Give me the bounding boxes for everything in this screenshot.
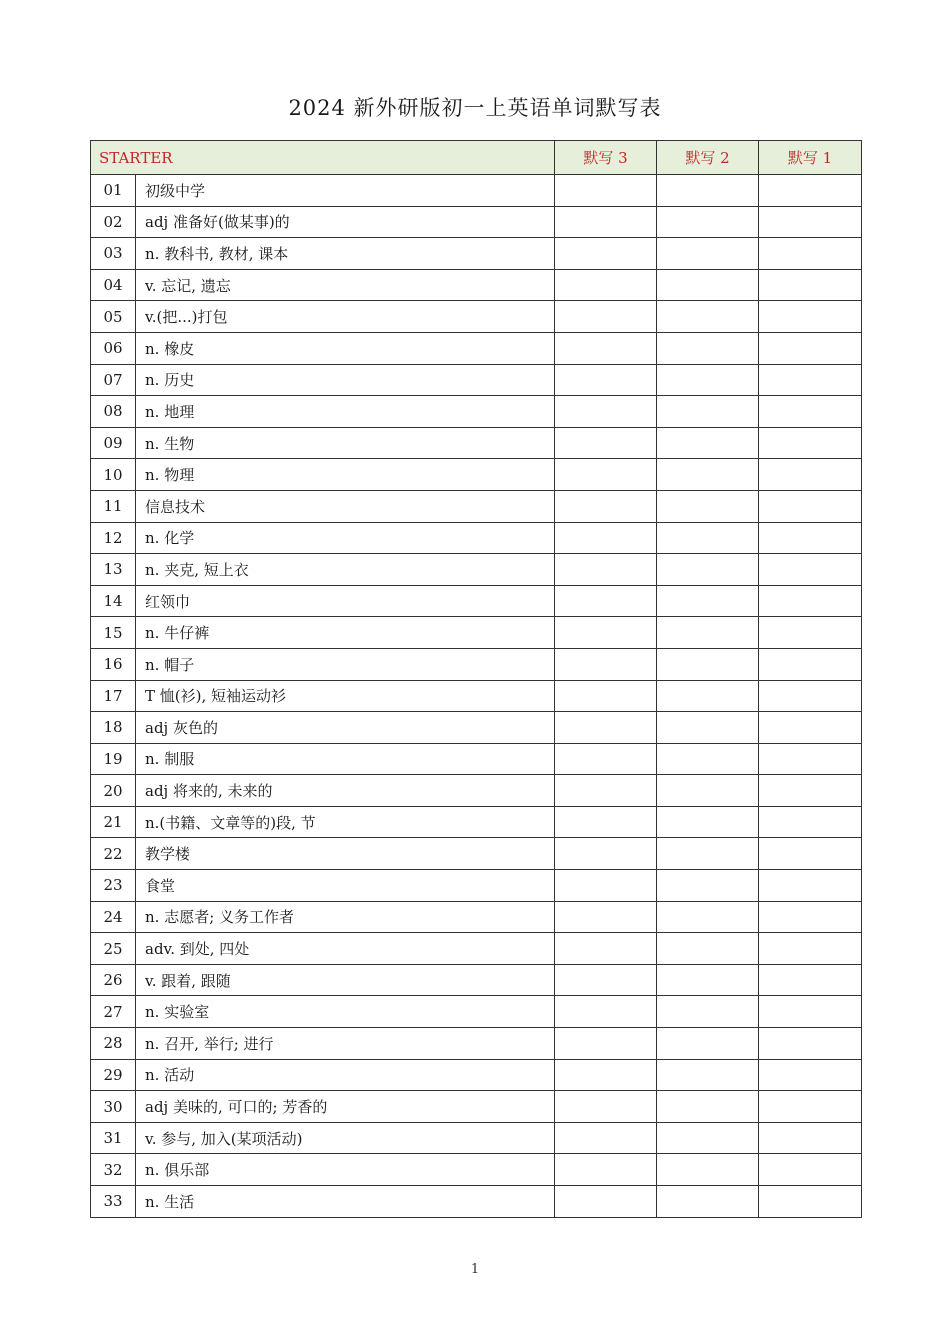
table-row [91,838,862,870]
dictation-2-cell[interactable] [657,617,759,649]
dictation-2-cell[interactable] [657,964,759,996]
row-number: 20 [91,775,136,807]
row-definition: adj 灰色的 [136,712,555,744]
dictation-1-cell[interactable] [759,175,862,207]
dictation-3-cell[interactable] [555,1186,657,1218]
dictation-3-cell[interactable] [555,301,657,333]
dictation-1-cell[interactable] [759,870,862,902]
dictation-3-cell[interactable] [555,1091,657,1123]
row-definition: n. 活动 [136,1059,555,1091]
row-number: 33 [91,1186,136,1218]
dictation-2-cell[interactable] [657,427,759,459]
row-number: 17 [91,680,136,712]
dictation-1-cell[interactable] [759,238,862,270]
dictation-2-cell[interactable] [657,522,759,554]
table-row [91,1122,862,1154]
dictation-1-cell[interactable] [759,554,862,586]
row-number: 25 [91,933,136,965]
table-row [91,301,862,333]
dictation-1-cell[interactable] [759,332,862,364]
table-row [91,1186,862,1218]
dictation-2-cell[interactable] [657,490,759,522]
dictation-2-cell[interactable] [657,269,759,301]
row-definition: v. 参与, 加入(某项活动) [136,1122,555,1154]
dictation-2-cell[interactable] [657,1059,759,1091]
table-row [91,554,862,586]
dictation-2-cell[interactable] [657,1091,759,1123]
dictation-2-cell[interactable] [657,364,759,396]
column-header-dictation-1: 默写 1 [759,141,862,175]
dictation-3-cell[interactable] [555,175,657,207]
row-number: 13 [91,554,136,586]
dictation-2-cell[interactable] [657,1028,759,1060]
row-definition: T 恤(衫), 短袖运动衫 [136,680,555,712]
dictation-2-cell[interactable] [657,870,759,902]
table-row [91,238,862,270]
row-definition: adj 美味的, 可口的; 芳香的 [136,1091,555,1123]
dictation-1-cell[interactable] [759,522,862,554]
dictation-1-cell[interactable] [759,806,862,838]
table-row [91,585,862,617]
dictation-1-cell[interactable] [759,585,862,617]
dictation-1-cell[interactable] [759,1059,862,1091]
dictation-2-cell[interactable] [657,301,759,333]
row-definition: n. 实验室 [136,996,555,1028]
dictation-3-cell[interactable] [555,238,657,270]
dictation-1-cell[interactable] [759,680,862,712]
table-row [91,743,862,775]
page-title: 2024 新外研版初一上英语单词默写表 [288,96,662,120]
dictation-3-cell[interactable] [555,775,657,807]
dictation-3-cell[interactable] [555,680,657,712]
table-row [91,364,862,396]
row-definition: n. 志愿者; 义务工作者 [136,901,555,933]
row-definition: v. 忘记, 遗忘 [136,269,555,301]
row-number: 24 [91,901,136,933]
page-number: 1 [470,1262,480,1277]
dictation-3-cell[interactable] [555,1122,657,1154]
row-number: 21 [91,806,136,838]
row-number: 19 [91,743,136,775]
dictation-1-cell[interactable] [759,269,862,301]
dictation-1-cell[interactable] [759,964,862,996]
dictation-1-cell[interactable] [759,901,862,933]
dictation-3-cell[interactable] [555,332,657,364]
dictation-1-cell[interactable] [759,396,862,428]
dictation-1-cell[interactable] [759,933,862,965]
table-header-row [91,141,862,175]
row-definition: n. 俱乐部 [136,1154,555,1186]
dictation-3-cell[interactable] [555,364,657,396]
row-number: 29 [91,1059,136,1091]
dictation-1-cell[interactable] [759,301,862,333]
dictation-2-cell[interactable] [657,175,759,207]
dictation-3-cell[interactable] [555,933,657,965]
row-number: 30 [91,1091,136,1123]
row-definition: n. 生物 [136,427,555,459]
row-definition: 红领巾 [136,585,555,617]
row-number: 12 [91,522,136,554]
table-row [91,332,862,364]
row-definition: 初级中学 [136,175,555,207]
table-row [91,1028,862,1060]
row-number: 08 [91,396,136,428]
dictation-1-cell[interactable] [759,775,862,807]
section-label: STARTER [91,141,555,175]
dictation-2-cell[interactable] [657,1122,759,1154]
table-row [91,964,862,996]
row-definition: adj 准备好(做某事)的 [136,206,555,238]
dictation-3-cell[interactable] [555,901,657,933]
dictation-3-cell[interactable] [555,459,657,491]
row-definition: n. 历史 [136,364,555,396]
dictation-2-cell[interactable] [657,996,759,1028]
table-row [91,490,862,522]
table-row [91,1154,862,1186]
row-number: 28 [91,1028,136,1060]
row-definition: n. 教科书, 教材, 课本 [136,238,555,270]
dictation-2-cell[interactable] [657,743,759,775]
dictation-1-cell[interactable] [759,1028,862,1060]
dictation-3-cell[interactable] [555,585,657,617]
dictation-2-cell[interactable] [657,806,759,838]
dictation-3-cell[interactable] [555,1028,657,1060]
row-definition: n. 夹克, 短上衣 [136,554,555,586]
dictation-1-cell[interactable] [759,364,862,396]
table-row [91,712,862,744]
row-number: 26 [91,964,136,996]
row-definition: n. 帽子 [136,648,555,680]
row-definition: 教学楼 [136,838,555,870]
table-row [91,680,862,712]
dictation-3-cell[interactable] [555,964,657,996]
table-row [91,648,862,680]
dictation-2-cell[interactable] [657,1186,759,1218]
table-row [91,175,862,207]
row-definition: n. 牛仔裤 [136,617,555,649]
dictation-1-cell[interactable] [759,1122,862,1154]
table-row [91,996,862,1028]
row-definition: n.(书籍、文章等的)段, 节 [136,806,555,838]
dictation-1-cell[interactable] [759,206,862,238]
row-number: 14 [91,585,136,617]
table-row [91,617,862,649]
dictation-2-cell[interactable] [657,680,759,712]
column-header-dictation-3: 默写 3 [555,141,657,175]
dictation-3-cell[interactable] [555,712,657,744]
dictation-1-cell[interactable] [759,1186,862,1218]
dictation-2-cell[interactable] [657,712,759,744]
row-number: 02 [91,206,136,238]
table-row [91,206,862,238]
row-definition: n. 制服 [136,743,555,775]
table-row [91,1059,862,1091]
table-row [91,396,862,428]
dictation-3-cell[interactable] [555,1154,657,1186]
dictation-1-cell[interactable] [759,1154,862,1186]
table-row [91,933,862,965]
row-number: 07 [91,364,136,396]
dictation-1-cell[interactable] [759,996,862,1028]
dictation-2-cell[interactable] [657,838,759,870]
row-number: 10 [91,459,136,491]
row-number: 11 [91,490,136,522]
dictation-1-cell[interactable] [759,459,862,491]
table-row [91,806,862,838]
table-row [91,427,862,459]
dictation-1-cell[interactable] [759,838,862,870]
dictation-2-cell[interactable] [657,775,759,807]
table-row [91,1091,862,1123]
row-definition: n. 召开, 举行; 进行 [136,1028,555,1060]
dictation-2-cell[interactable] [657,238,759,270]
row-number: 05 [91,301,136,333]
dictation-1-cell[interactable] [759,617,862,649]
dictation-3-cell[interactable] [555,996,657,1028]
row-definition: n. 橡皮 [136,332,555,364]
dictation-2-cell[interactable] [657,648,759,680]
column-header-dictation-2: 默写 2 [657,141,759,175]
row-number: 04 [91,269,136,301]
row-number: 01 [91,175,136,207]
dictation-2-cell[interactable] [657,585,759,617]
row-definition: v. 跟着, 跟随 [136,964,555,996]
dictation-3-cell[interactable] [555,490,657,522]
dictation-1-cell[interactable] [759,427,862,459]
dictation-1-cell[interactable] [759,648,862,680]
row-definition: n. 生活 [136,1186,555,1218]
row-number: 18 [91,712,136,744]
row-definition: adv. 到处, 四处 [136,933,555,965]
dictation-3-cell[interactable] [555,269,657,301]
row-number: 23 [91,870,136,902]
row-number: 32 [91,1154,136,1186]
table-row [91,459,862,491]
dictation-1-cell[interactable] [759,712,862,744]
dictation-3-cell[interactable] [555,522,657,554]
row-definition: adj 将来的, 未来的 [136,775,555,807]
dictation-3-cell[interactable] [555,648,657,680]
row-number: 27 [91,996,136,1028]
dictation-1-cell[interactable] [759,1091,862,1123]
dictation-2-cell[interactable] [657,933,759,965]
dictation-3-cell[interactable] [555,1059,657,1091]
row-definition: n. 化学 [136,522,555,554]
dictation-table [90,140,862,1218]
dictation-1-cell[interactable] [759,490,862,522]
row-number: 06 [91,332,136,364]
dictation-2-cell[interactable] [657,396,759,428]
dictation-2-cell[interactable] [657,901,759,933]
dictation-1-cell[interactable] [759,743,862,775]
row-number: 15 [91,617,136,649]
row-number: 31 [91,1122,136,1154]
row-definition: 信息技术 [136,490,555,522]
dictation-3-cell[interactable] [555,206,657,238]
dictation-2-cell[interactable] [657,459,759,491]
row-definition: v.(把...)打包 [136,301,555,333]
row-number: 09 [91,427,136,459]
dictation-2-cell[interactable] [657,554,759,586]
row-number: 16 [91,648,136,680]
dictation-3-cell[interactable] [555,554,657,586]
row-definition: 食堂 [136,870,555,902]
dictation-3-cell[interactable] [555,427,657,459]
table-row [91,269,862,301]
dictation-3-cell[interactable] [555,617,657,649]
dictation-3-cell[interactable] [555,806,657,838]
table-row [91,522,862,554]
row-number: 22 [91,838,136,870]
dictation-3-cell[interactable] [555,838,657,870]
dictation-3-cell[interactable] [555,870,657,902]
dictation-2-cell[interactable] [657,1154,759,1186]
row-definition: n. 物理 [136,459,555,491]
dictation-2-cell[interactable] [657,332,759,364]
dictation-3-cell[interactable] [555,396,657,428]
row-number: 03 [91,238,136,270]
table-row [91,901,862,933]
table-row [91,870,862,902]
table-row [91,775,862,807]
row-definition: n. 地理 [136,396,555,428]
dictation-2-cell[interactable] [657,206,759,238]
dictation-3-cell[interactable] [555,743,657,775]
